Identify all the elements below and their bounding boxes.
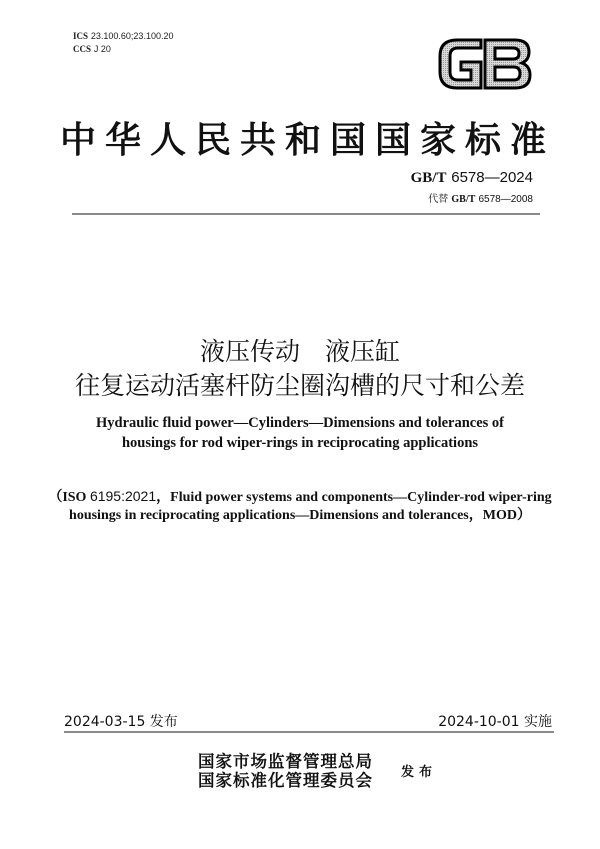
issued-by-label: 发布 (401, 765, 438, 780)
replaces-label: 代替 (428, 194, 449, 205)
title-zh-line1: 液压传动 液压缸 (199, 337, 400, 366)
footer-divider (64, 731, 554, 733)
iso-reference-line1 (0, 486, 600, 508)
iso-reference-line2: housings in reciprocating applications—Dimensions and tolerances，MOD） (69, 508, 531, 523)
standard-prefix: GB/T (410, 170, 447, 186)
title-en-line2: housings for rod wiper-rings in reciprocating applications (121, 435, 479, 451)
ccs-label: CCS (73, 44, 92, 54)
gb-standard-logo-icon (437, 38, 533, 90)
replaces-number: 6578—2008 (478, 194, 533, 205)
replaces-prefix: GB/T (451, 194, 476, 205)
publication-date: 2024-03-15 发布 (64, 714, 178, 730)
ccs-value: J 20 (93, 44, 111, 54)
implementation-date: 2024-10-01 实施 (438, 714, 552, 730)
ccs-code (73, 43, 173, 56)
classification-codes (73, 30, 173, 56)
standard-number (411, 168, 533, 187)
ics-value: 23.100.60;23.100.20 (90, 31, 174, 41)
national-standard-title: 中华人民共和国国家标准 (60, 119, 556, 161)
title-en-line1: Hydraulic fluid power—Cylinders—Dimensions and tolerances of (95, 415, 505, 431)
header-divider (72, 213, 540, 215)
iso-title-part1: ，Fluid power systems and components—Cylinder-rod wiper-ring (156, 490, 552, 505)
iso-number: 6195:2021 (89, 488, 157, 504)
iso-open: （ISO (48, 490, 90, 505)
standard-number-value: 6578—2024 (451, 169, 533, 186)
title-zh-line2: 往复运动活塞杆防尘圈沟槽的尺寸和公差 (74, 371, 525, 400)
issuing-authorities (198, 752, 373, 790)
issuer-samr: 国家市场监督管理总局 (198, 752, 373, 771)
ics-label: ICS (73, 31, 89, 41)
replaces-standard (428, 190, 533, 205)
ics-code (73, 30, 173, 43)
issuer-sac: 国家标准化管理委员会 (198, 771, 373, 790)
